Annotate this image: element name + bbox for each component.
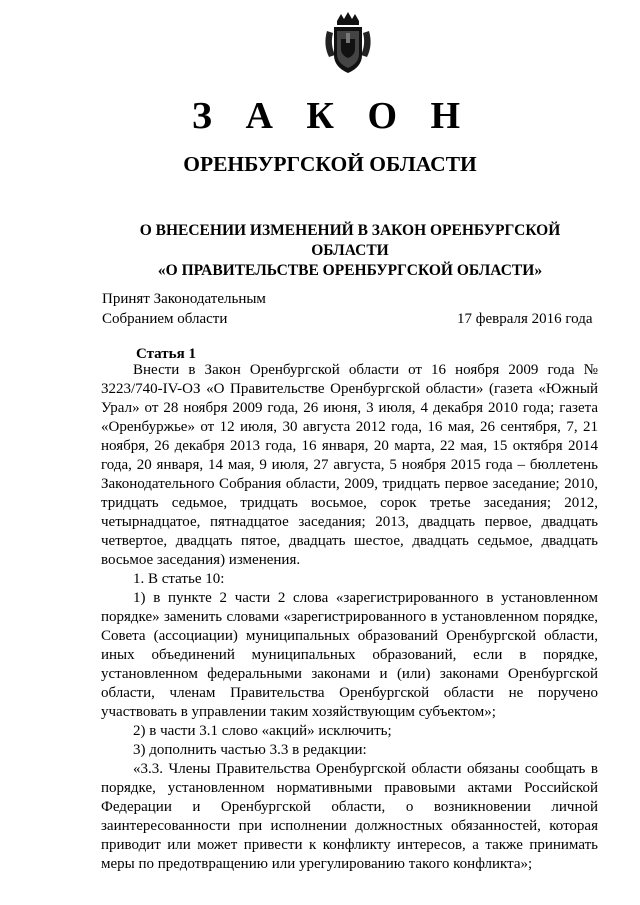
adoption-note [102,289,266,329]
paragraph: 3) дополнить частью 3.3 в редакции: [133,742,367,758]
adoption-date: 17 февраля 2016 года [457,311,593,327]
paragraph: Внести в Закон Оренбургской области от 16 ноября 2009 года № 3223/740-IV-ОЗ «О Правительстве Оренбургской области» (газета «Южный Урал» от 28 ноября 2009 года, 26 июня, 3 июля, 4 декабря 2010 года; газета «Оренбуржье» от 12 июля, 30 августа 2012 года, 16 мая, 26 сентября, 7, 21 ноября, 26 декабря 2013 года, 16 января, 20 марта, 22 мая, 15 октября 2014 года, 20 января, 14 мая, 9 июля, 27 августа, 5 ноября 2015 года – бюллетень Законодательного Собрания области, 2009, тридцать первое заседание; 2010, тридцать седьмое, тридцать восьмое, сорок третье заседания; 2012, четырнадцатое, пятнадцатое заседания; 2013, двадцать первое, двадцать четвертое, двадцать пятое, двадцать шестое, двадцать седьмое, двадцать восьмое заседания) изменения. [101,362,598,568]
law-heading-line2: «О ПРАВИТЕЛЬСТВЕ ОРЕНБУРГСКОЙ ОБЛАСТИ» [157,262,543,279]
article-title: Статья 1 [136,346,196,362]
document-title: З А К О Н [191,95,473,137]
law-heading [100,221,600,281]
document-subtitle: ОРЕНБУРГСКОЙ ОБЛАСТИ [183,152,477,176]
article-body [101,361,598,874]
paragraph: «3.3. Члены Правительства Оренбургской области обязаны сообщать в порядке, установленном нормативными правовыми актами Российской Федерации и Оренбургской области, о возникновении личной заинтересованности при исполнении должностных обязанностей, которая приводит или может привести к конфликту интересов, а также принимать меры по предотвращению или урегулированию такого конфликта»; [101,761,598,872]
adoption-line1: Принят Законодательным [102,291,266,307]
paragraph: 2) в части 3.1 слово «акций» исключить; [133,723,392,739]
paragraph: 1) в пункте 2 части 2 слова «зарегистрированного в установленном порядке» заменить словами «зарегистрированного в установленном порядке, Совета (ассоциации) муниципальных образований Оренбургской области, иных объединений муниципальных образований, если в порядке, установленном федеральными законами и (или) законами Оренбургской области, членам Правительства Оренбургской области не поручено участвовать в управлении таким хозяйствующим субъектом»; [101,590,598,720]
paragraph: 1. В статье 10: [133,571,225,587]
coat-of-arms-emblem [323,11,373,77]
law-heading-line1: О ВНЕСЕНИИ ИЗМЕНЕНИЙ В ЗАКОН ОРЕНБУРГСКОЙ ОБЛАСТИ [139,222,561,259]
adoption-line2: Собранием области [102,311,228,327]
